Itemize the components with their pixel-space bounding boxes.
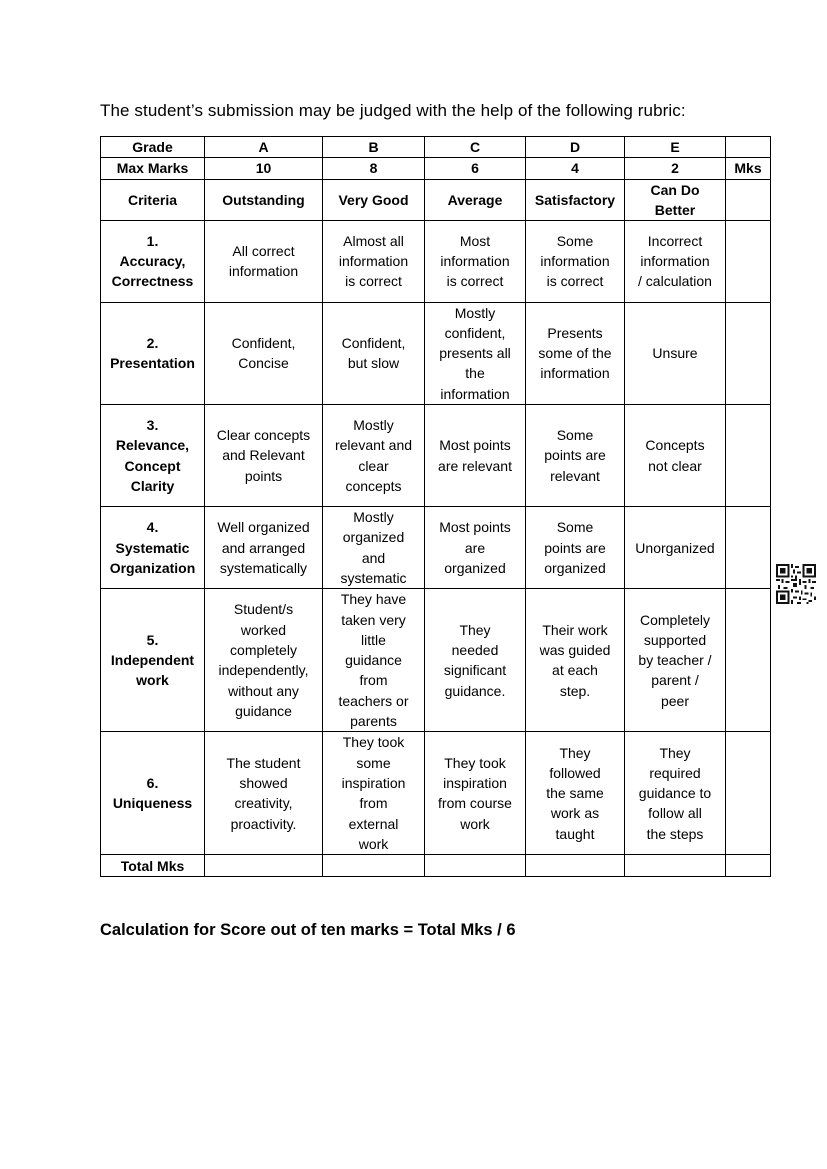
cell-line: and Relevant bbox=[222, 447, 305, 464]
cell-line: the bbox=[465, 365, 485, 382]
cell-line: but slow bbox=[347, 355, 400, 372]
cell-line: Outstanding bbox=[222, 191, 305, 208]
level-heading bbox=[205, 179, 323, 220]
cell-line: clear bbox=[358, 457, 389, 474]
criteria-label bbox=[101, 179, 205, 220]
descriptor-cell bbox=[323, 589, 425, 732]
cell-line: at each bbox=[552, 662, 598, 679]
cell-line: relevant and bbox=[334, 437, 413, 454]
cell-line: showed bbox=[239, 775, 288, 792]
cell-line: Most points bbox=[439, 437, 511, 454]
cell-line: without any bbox=[228, 682, 299, 699]
cell-line: Clarity bbox=[130, 477, 175, 494]
cell-line: little bbox=[361, 631, 386, 648]
cell-line: Presentation bbox=[110, 355, 195, 372]
total-cell bbox=[425, 855, 526, 877]
marks-cell bbox=[726, 732, 771, 855]
cell-line: Well organized bbox=[217, 519, 310, 536]
descriptor-cell bbox=[526, 220, 625, 302]
cell-line: / calculation bbox=[638, 273, 712, 290]
descriptor-cell bbox=[323, 732, 425, 855]
cell-line: work bbox=[358, 835, 389, 852]
cell-line: confident, bbox=[444, 324, 506, 341]
cell-line: information bbox=[228, 263, 299, 280]
cell-line: parent / bbox=[651, 672, 699, 689]
criteria-row bbox=[101, 302, 771, 404]
cell-line: follow all bbox=[648, 805, 702, 822]
descriptor-cell bbox=[425, 589, 526, 732]
cell-line: work as bbox=[550, 805, 600, 822]
cell-line: Mostly bbox=[353, 509, 394, 526]
cell-line: work bbox=[460, 815, 490, 832]
cell-line: is correct bbox=[446, 273, 504, 290]
marks-cell bbox=[726, 220, 771, 302]
descriptor-cell bbox=[625, 220, 726, 302]
cell-line: is correct bbox=[345, 273, 402, 290]
cell-line: peer bbox=[660, 692, 690, 709]
level-heading bbox=[625, 179, 726, 220]
cell-line: They took bbox=[342, 734, 405, 751]
descriptor-cell bbox=[425, 732, 526, 855]
total-row bbox=[101, 855, 771, 877]
cell-line: taught bbox=[555, 825, 595, 842]
cell-line: Mostly bbox=[353, 416, 394, 433]
cell-line: parents bbox=[350, 713, 397, 730]
cell-line: teachers or bbox=[338, 692, 409, 709]
cell-line: concepts bbox=[345, 477, 402, 494]
cell-line: Uniqueness bbox=[112, 795, 193, 812]
cell-line: proactivity. bbox=[230, 815, 297, 832]
cell-line: Presents bbox=[547, 324, 603, 341]
marks-cell bbox=[726, 589, 771, 732]
cell-line: information bbox=[640, 252, 710, 269]
cell-line: systematic bbox=[340, 569, 407, 586]
cell-line: is correct bbox=[546, 273, 604, 290]
criteria-row bbox=[101, 405, 771, 507]
cell-line: They bbox=[459, 621, 491, 638]
cell-line: organized bbox=[342, 529, 405, 546]
cell-line: Their work bbox=[542, 621, 608, 638]
level-heading bbox=[323, 179, 425, 220]
intro-text: The student’s submission may be judged with the help of the following rubric: bbox=[100, 101, 686, 120]
total-cell bbox=[323, 855, 425, 877]
cell-line: systematically bbox=[219, 559, 308, 576]
criteria-row bbox=[101, 589, 771, 732]
descriptor-cell bbox=[625, 732, 726, 855]
cell-line: work bbox=[136, 672, 169, 689]
descriptor-cell bbox=[625, 589, 726, 732]
cell-line: by teacher / bbox=[638, 652, 712, 669]
cell-line: are relevant bbox=[438, 457, 512, 474]
cell-line: Unorganized bbox=[635, 539, 715, 556]
cell-line: Very Good bbox=[338, 191, 409, 208]
descriptor-cell bbox=[323, 302, 425, 404]
total-cell bbox=[205, 855, 323, 877]
cell-line: guidance to bbox=[638, 785, 712, 802]
descriptor-cell bbox=[526, 507, 625, 589]
cell-line: Clear concepts bbox=[216, 427, 311, 444]
descriptor-cell bbox=[205, 507, 323, 589]
grade-label: Grade bbox=[101, 137, 205, 158]
descriptor-cell bbox=[205, 302, 323, 404]
cell-line: guidance bbox=[235, 702, 292, 719]
cell-line: not clear bbox=[648, 457, 702, 474]
cell-line: from bbox=[359, 795, 388, 812]
rubric-body bbox=[101, 137, 771, 877]
cell-line: independently, bbox=[218, 662, 309, 679]
cell-line: Accuracy, bbox=[119, 252, 186, 269]
cell-line: and bbox=[361, 549, 386, 566]
grade-cell bbox=[726, 137, 771, 158]
descriptor-cell bbox=[205, 589, 323, 732]
cell-line: points are bbox=[544, 447, 606, 464]
cell-line: Unsure bbox=[652, 345, 698, 362]
cell-line: from course bbox=[438, 795, 512, 812]
descriptor-cell bbox=[625, 507, 726, 589]
cell-line: Student/s bbox=[233, 601, 294, 618]
cell-line: worked bbox=[240, 621, 287, 638]
cell-line: Systematic bbox=[115, 539, 190, 556]
cell-line: information bbox=[540, 252, 610, 269]
level-heading bbox=[726, 179, 771, 220]
descriptor-cell bbox=[205, 405, 323, 507]
cell-line: They have bbox=[340, 591, 407, 608]
cell-line: external bbox=[348, 815, 399, 832]
max-marks-cell: 6 bbox=[425, 158, 526, 179]
descriptor-cell bbox=[323, 405, 425, 507]
cell-line: and arranged bbox=[221, 539, 306, 556]
max-marks-cell: 2 bbox=[625, 158, 726, 179]
criterion-name bbox=[101, 302, 205, 404]
cell-line: inspiration bbox=[443, 775, 507, 792]
grade-cell: C bbox=[425, 137, 526, 158]
cell-line: required bbox=[649, 764, 701, 781]
cell-line: Most points bbox=[439, 519, 511, 536]
cell-line: information bbox=[540, 365, 610, 382]
criterion-name bbox=[101, 589, 205, 732]
cell-line: Average bbox=[447, 191, 503, 208]
criteria-header-row bbox=[101, 179, 771, 220]
criterion-name bbox=[101, 220, 205, 302]
descriptor-cell bbox=[526, 589, 625, 732]
descriptor-cell bbox=[625, 302, 726, 404]
cell-line: Organization bbox=[109, 559, 196, 576]
cell-line: Mostly bbox=[454, 304, 496, 321]
cell-line: guidance. bbox=[444, 682, 506, 699]
criteria-row bbox=[101, 220, 771, 302]
cell-line: 3. bbox=[146, 416, 159, 433]
cell-line: relevant bbox=[550, 467, 600, 484]
cell-line: step. bbox=[559, 682, 591, 699]
criteria-row bbox=[101, 732, 771, 855]
cell-line: organized bbox=[544, 559, 606, 576]
cell-line: some bbox=[356, 754, 391, 771]
descriptor-cell bbox=[323, 220, 425, 302]
marks-cell bbox=[726, 302, 771, 404]
cell-line: 6. bbox=[146, 775, 159, 792]
grade-row bbox=[101, 137, 771, 158]
cell-line: information bbox=[338, 252, 409, 269]
cell-line: Incorrect bbox=[647, 232, 703, 249]
cell-line: significant bbox=[443, 662, 507, 679]
max-marks-cell: 10 bbox=[205, 158, 323, 179]
cell-line: inspiration bbox=[341, 775, 406, 792]
cell-line: Concept bbox=[124, 457, 181, 474]
cell-line: Independent bbox=[110, 652, 195, 669]
max-marks-cell: 4 bbox=[526, 158, 625, 179]
cell-line: They bbox=[559, 744, 591, 761]
cell-line: Can Do bbox=[650, 181, 700, 198]
cell-line: Relevance, bbox=[115, 437, 190, 454]
cell-line: 2. bbox=[146, 335, 159, 352]
descriptor-cell bbox=[526, 732, 625, 855]
cell-line: are bbox=[464, 539, 486, 556]
cell-line: Confident, bbox=[231, 335, 296, 352]
cell-line: All correct bbox=[232, 242, 295, 259]
max-marks-row bbox=[101, 158, 771, 179]
cell-line: guidance bbox=[345, 652, 402, 669]
level-heading bbox=[526, 179, 625, 220]
cell-line: completely bbox=[230, 642, 297, 658]
marks-cell bbox=[726, 507, 771, 589]
cell-line: from bbox=[359, 672, 388, 689]
cell-line: 4. bbox=[146, 519, 159, 536]
descriptor-cell bbox=[205, 220, 323, 302]
descriptor-cell bbox=[425, 405, 526, 507]
criteria-row bbox=[101, 507, 771, 589]
total-cell bbox=[726, 855, 771, 877]
cell-line: Some bbox=[556, 519, 594, 536]
level-heading bbox=[425, 179, 526, 220]
marks-cell bbox=[726, 405, 771, 507]
cell-line: organized bbox=[444, 559, 506, 576]
criterion-name bbox=[101, 507, 205, 589]
score-calculation-text: Calculation for Score out of ten marks = Total Mks / 6 bbox=[100, 921, 516, 939]
descriptor-cell bbox=[625, 405, 726, 507]
grade-cell: B bbox=[323, 137, 425, 158]
cell-line: 1. bbox=[146, 232, 159, 249]
max-marks-cell: 8 bbox=[323, 158, 425, 179]
cell-line: followed bbox=[549, 764, 601, 781]
descriptor-cell bbox=[205, 732, 323, 855]
cell-line: information bbox=[440, 252, 510, 269]
cell-line: Satisfactory bbox=[534, 191, 616, 208]
cell-line: presents all bbox=[439, 345, 511, 362]
cell-line: Concise bbox=[238, 355, 289, 372]
cell-line: Most bbox=[459, 232, 491, 249]
cell-line: Criteria bbox=[127, 191, 178, 208]
cell-line: supported bbox=[643, 631, 707, 648]
cell-line: 5. bbox=[146, 631, 159, 648]
cell-line: information bbox=[440, 385, 510, 402]
cell-line: They bbox=[659, 744, 691, 761]
max-marks-label: Max Marks bbox=[101, 158, 205, 179]
descriptor-cell bbox=[526, 405, 625, 507]
descriptor-cell bbox=[425, 507, 526, 589]
cell-line: Concepts bbox=[645, 437, 705, 454]
cell-line: some of the bbox=[538, 345, 612, 362]
grade-cell: D bbox=[526, 137, 625, 158]
cell-line: Correctness bbox=[111, 273, 194, 290]
cell-line: Completely bbox=[639, 611, 711, 628]
cell-line: Confident, bbox=[341, 335, 406, 352]
max-marks-cell: Mks bbox=[726, 158, 771, 179]
cell-line: They took bbox=[444, 754, 506, 771]
cell-line: was guided bbox=[539, 642, 611, 658]
grade-cell: A bbox=[205, 137, 323, 158]
cell-line: Some bbox=[556, 232, 594, 249]
cell-line: Better bbox=[654, 201, 696, 218]
grade-cell: E bbox=[625, 137, 726, 158]
cell-line: The student bbox=[226, 754, 301, 771]
total-marks-label: Total Mks bbox=[101, 855, 205, 877]
cell-line: Almost all bbox=[343, 232, 404, 249]
descriptor-cell bbox=[425, 220, 526, 302]
descriptor-cell bbox=[425, 302, 526, 404]
cell-line: creativity, bbox=[234, 795, 293, 812]
total-cell bbox=[625, 855, 726, 877]
cell-line: the steps bbox=[646, 825, 704, 842]
descriptor-cell bbox=[323, 507, 425, 589]
cell-line: points are bbox=[544, 539, 606, 556]
total-cell bbox=[526, 855, 625, 877]
cell-line: needed bbox=[451, 642, 499, 658]
criterion-name bbox=[101, 732, 205, 855]
descriptor-cell bbox=[526, 302, 625, 404]
rubric-table bbox=[100, 136, 771, 877]
cell-line: the same bbox=[546, 785, 604, 802]
cell-line: taken very bbox=[341, 611, 406, 628]
qr-code-icon bbox=[776, 564, 816, 604]
criterion-name bbox=[101, 405, 205, 507]
cell-line: Some bbox=[556, 427, 594, 444]
cell-line: points bbox=[244, 467, 283, 484]
